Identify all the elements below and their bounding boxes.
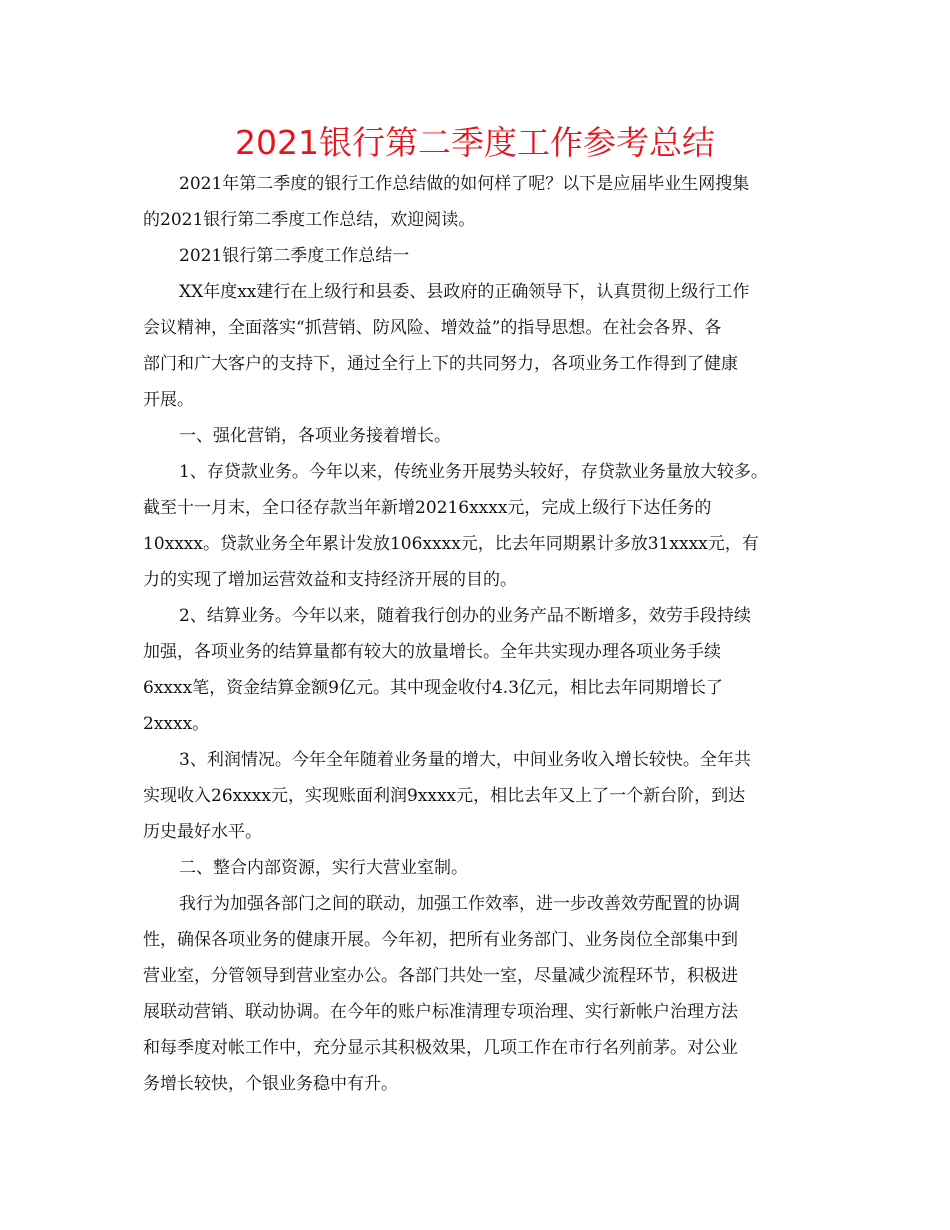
paragraph [143, 418, 815, 454]
paragraph-line: 3、利润情况。今年全年随着业务量的增大，中间业务收入增长较快。全年共 [179, 750, 751, 770]
paragraph-line: 展联动营销、联动协调。在今年的账户标准清理专项治理、实行新帐户治理方法 [143, 1002, 738, 1022]
paragraph-line: 2xxxx。 [143, 714, 210, 734]
paragraph-line: 实现收入26xxxx元，实现账面利润9xxxx元，相比去年又上了一个新台阶，到达 [143, 786, 746, 806]
paragraph [143, 274, 815, 418]
paragraph-line: 10xxxx。贷款业务全年累计发放106xxxx元，比去年同期累计多放31xxxx元，有 [143, 534, 759, 554]
paragraph-line: 部门和广大客户的支持下，通过全行上下的共同努力，各项业务工作得到了健康 [143, 354, 738, 374]
paragraph-line: 的2021银行第二季度工作总结，欢迎阅读。 [143, 210, 476, 230]
paragraph-line: 2、结算业务。今年以来，随着我行创办的业务产品不断增多，效劳手段持续 [179, 606, 751, 626]
paragraph-line: 性，确保各项业务的健康开展。今年初，把所有业务部门、业务岗位全部集中到 [143, 930, 738, 950]
document-body [143, 166, 815, 1102]
paragraph [143, 166, 815, 238]
paragraph-line: 二、整合内部资源，实行大营业室制。 [179, 858, 468, 878]
paragraph-line: 会议精神，全面落实“抓营销、防风险、增效益”的指导思想。在社会各界、各 [143, 318, 722, 338]
paragraph-line: 营业室，分管领导到营业室办公。各部门共处一室，尽量减少流程环节，积极进 [143, 966, 738, 986]
paragraph-line: 截至十一月末，全口径存款当年新增20216xxxx元，完成上级行下达任务的 [143, 498, 712, 518]
paragraph-line: 开展。 [143, 390, 194, 410]
paragraph [143, 598, 815, 742]
paragraph [143, 850, 815, 886]
paragraph-line: 一、强化营销，各项业务接着增长。 [179, 426, 451, 446]
paragraph-line: 历史最好水平。 [143, 822, 262, 842]
paragraph [143, 238, 815, 274]
paragraph [143, 742, 815, 850]
document-title: 2021银行第二季度工作参考总结 [235, 123, 715, 162]
paragraph-line: 1、存贷款业务。今年以来，传统业务开展势头较好，存贷款业务量放大较多。 [179, 462, 768, 482]
paragraph-line: 2021银行第二季度工作总结一 [179, 246, 410, 266]
paragraph [143, 886, 815, 1102]
paragraph-line: 6xxxx笔，资金结算金额9亿元。其中现金收付4.3亿元，相比去年同期增长了 [143, 678, 724, 698]
paragraph [143, 454, 815, 598]
paragraph-line: XX年度xx建行在上级行和县委、县政府的正确领导下，认真贯彻上级行工作 [179, 282, 750, 302]
paragraph-line: 力的实现了增加运营效益和支持经济开展的目的。 [143, 570, 517, 590]
paragraph-line: 2021年第二季度的银行工作总结做的如何样了呢？以下是应届毕业生网搜集 [179, 174, 750, 194]
paragraph-line: 我行为加强各部门之间的联动，加强工作效率，进一步改善效劳配置的协调 [179, 894, 740, 914]
paragraph-line: 务增长较快，个银业务稳中有升。 [143, 1074, 398, 1094]
paragraph-line: 加强，各项业务的结算量都有较大的放量增长。全年共实现办理各项业务手续 [143, 642, 721, 662]
paragraph-line: 和每季度对帐工作中，充分显示其积极效果，几项工作在市行名列前茅。对公业 [143, 1038, 738, 1058]
